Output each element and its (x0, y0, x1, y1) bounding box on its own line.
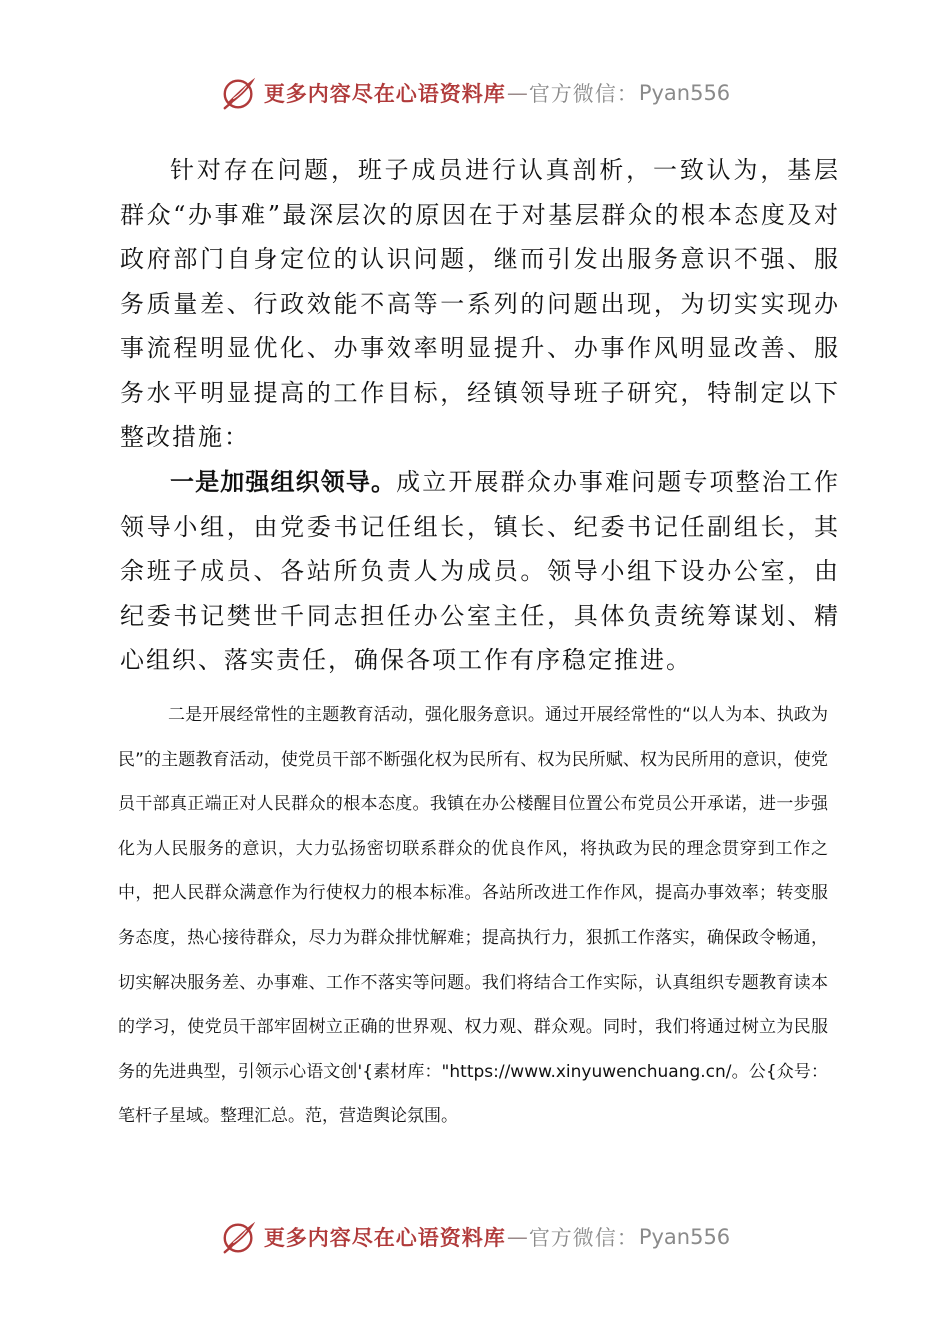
banner-wechat-label: 官方微信： (528, 1226, 639, 1250)
banner-dash: — (506, 81, 528, 105)
banner-dash: — (506, 1225, 528, 1249)
banner-account: Pyan556 (638, 1225, 731, 1249)
banner-text: 更多内容尽在心语资料库 (263, 81, 506, 106)
paragraph-organization-leadership (120, 460, 840, 683)
banner-account: Pyan556 (638, 81, 731, 105)
paragraph-body-text: 成立开展群众办事难问题专项整治工作领导小组，由党委书记任组长，镇长、纪委书记任副组长，其余班子成员、各站所负责人为成员。领导小组下设办公室，由纪委书记樊世千同志担任办公室主任，具体负责统筹谋划、精心组织、落实责任，确保各项工作有序稳定推进。 (120, 468, 841, 674)
paragraph-problem-analysis: 针对存在问题，班子成员进行认真剖析，一致认为，基层群众“办事难”最深层次的原因在于对基层群众的根本态度及对政府部门自身定位的认识问题，继而引发出服务意识不强、服务质量差、行政效能不高等一系列的问题出现，为切实实现办事流程明显优化、办事效率明显提升、办事作风明显改善、服务水平明显提高的工作目标，经镇领导班子研究，特制定以下整改措施： (120, 156, 840, 451)
quill-pen-logo-icon (220, 1218, 258, 1256)
header-banner (0, 70, 950, 116)
banner-text: 更多内容尽在心语资料库 (263, 1225, 506, 1250)
paragraph-lead-heading: 一是加强组织领导。 (170, 468, 397, 496)
quill-pen-logo-icon (220, 74, 258, 112)
footer-banner (0, 1214, 950, 1260)
paragraph-theme-education: 二是开展经常性的主题教育活动，强化服务意识。通过开展经常性的“以人为本、执政为民”的主题教育活动，使党员干部不断强化权为民所有、权为民所赋、权为民所用的意识，使党员干部真正端正对人民群众的根本态度。我镇在办公楼醒目位置公布党员公开承诺，进一步强化为人民服务的意识，大力弘扬密切联系群众的优良作风，将执政为民的理念贯穿到工作之中，把人民群众满意作为行使权力的根本标准。各站所改进工作作风，提高办事效率；转变服务态度，热心接待群众，尽力为群众排忧解难；提高执行力，狠抓工作落实，确保政令畅通，切实解决服务差、办事难、工作不落实等问题。我们将结合工作实际，认真组织专题教育读本的学习，使党员干部牢固树立正确的世界观、权力观、群众观。同时，我们将通过树立为民服务的先进典型，引领示心语文创'{素材库："https://www.xinyuwenchuang.cn/。公{众号：笔杆子星域。整理汇总。范，营造舆论氛围。 (118, 705, 828, 1127)
banner-wechat-label: 官方微信： (528, 82, 639, 106)
